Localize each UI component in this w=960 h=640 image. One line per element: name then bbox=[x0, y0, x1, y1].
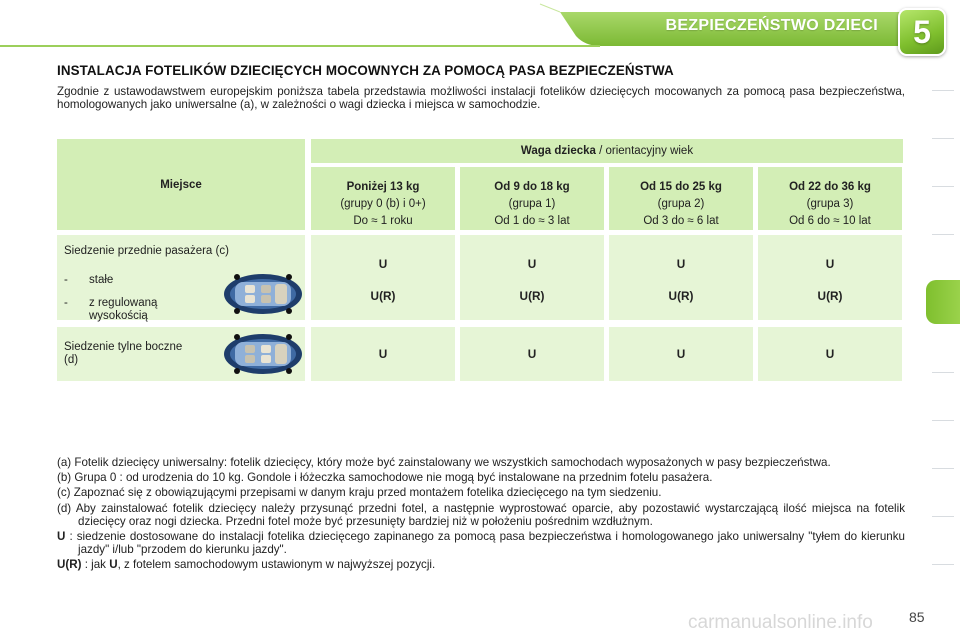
tab-divider bbox=[932, 234, 954, 235]
footnote-a bbox=[57, 456, 905, 469]
group-range: (grupy 0 (b) i 0+) bbox=[340, 198, 426, 210]
chapter-badge bbox=[898, 8, 946, 56]
group-title: Od 15 do 25 kg bbox=[640, 181, 722, 193]
value-u: U bbox=[676, 347, 686, 361]
legend-key: U bbox=[57, 530, 66, 544]
value-u: U bbox=[527, 347, 537, 361]
table-cell bbox=[460, 327, 604, 381]
group-range: (grupa 1) bbox=[508, 198, 556, 210]
weight-header-rest: / orientacyjny wiek bbox=[595, 145, 694, 157]
value-ur: U(R) bbox=[668, 288, 694, 303]
value-u: U bbox=[676, 256, 686, 271]
table-header-place bbox=[57, 139, 305, 230]
row-rear-seat-label-cell bbox=[57, 327, 305, 381]
list-item-text: stałe bbox=[89, 274, 114, 286]
group-header-1 bbox=[460, 167, 604, 230]
footnote-key: (a) bbox=[57, 456, 72, 469]
footnote-b bbox=[57, 471, 905, 484]
value-u: U bbox=[378, 347, 388, 361]
value-ur: U(R) bbox=[519, 288, 545, 303]
intro-paragraph: Zgodnie z ustawodawstwem europejskim poniższa tabela przedstawia możliwości instalacji fotelików dziecięcych mocowanych za pomocą pasa bezpieczeństwa, homologowanych jako uniwersalne (a), w zależności o wagi dziecka i miejsca w samochodzie. bbox=[57, 85, 905, 112]
tab-divider bbox=[932, 468, 954, 469]
car-front-seat-icon bbox=[223, 273, 303, 315]
watermark: carmanualsonline.info bbox=[688, 612, 873, 633]
weight-header-bold: Waga dziecka bbox=[520, 145, 596, 157]
row-label: Siedzenie tylne boczne (d) bbox=[64, 341, 183, 366]
group-range: (grupa 2) bbox=[657, 198, 705, 210]
group-age: Od 3 do ≈ 6 lat bbox=[643, 215, 719, 227]
footnote-c bbox=[57, 486, 905, 499]
table-cell bbox=[609, 327, 753, 381]
list-dash: - bbox=[64, 274, 68, 286]
group-range: (grupa 3) bbox=[806, 198, 854, 210]
list-dash: - bbox=[64, 297, 68, 309]
tab-divider bbox=[932, 138, 954, 139]
value-u: U bbox=[825, 256, 835, 271]
tab-divider bbox=[932, 372, 954, 373]
table-cell bbox=[758, 235, 902, 320]
group-title: Od 22 do 36 kg bbox=[789, 181, 871, 193]
list-item-text: z regulowaną wysokością bbox=[89, 297, 158, 322]
table-cell bbox=[311, 327, 455, 381]
legend-key: U(R) bbox=[57, 558, 82, 572]
row-label: Siedzenie przednie pasażera (c) bbox=[64, 245, 229, 257]
value-u: U bbox=[378, 256, 388, 271]
footnote-key: (d) bbox=[57, 501, 72, 515]
table-header-weight bbox=[311, 139, 903, 163]
legend-inline-key: U bbox=[109, 558, 118, 572]
row-front-seat-label-cell bbox=[57, 235, 305, 320]
legend-text: , z fotelem samochodowym ustawionym w najwyższej pozycji. bbox=[117, 558, 436, 572]
legend-ur bbox=[57, 558, 905, 571]
footnote-text: Grupa 0 : od urodzenia do 10 kg. Gondole i łóżeczka samochodowe nie mogą być instalowane na przednim fotelu pasażera. bbox=[74, 471, 713, 485]
value-ur: U(R) bbox=[370, 288, 396, 303]
footnote-d bbox=[57, 502, 905, 528]
tab-divider bbox=[932, 90, 954, 91]
group-title: Poniżej 13 kg bbox=[346, 181, 420, 193]
value-u: U bbox=[825, 347, 835, 361]
car-rear-seat-icon bbox=[223, 333, 303, 375]
tab-divider bbox=[932, 564, 954, 565]
group-header-3 bbox=[758, 167, 902, 230]
table-cell bbox=[609, 235, 753, 320]
group-age: Od 1 do ≈ 3 lat bbox=[494, 215, 570, 227]
table-cell bbox=[758, 327, 902, 381]
tab-divider bbox=[932, 516, 954, 517]
chapter-number: 5 bbox=[913, 13, 931, 50]
page-number: 85 bbox=[909, 609, 925, 625]
legend-u bbox=[57, 530, 905, 556]
group-age: Do ≈ 1 roku bbox=[353, 215, 413, 227]
footnote-text: Zapoznać się z obowiązującymi przepisami w danym kraju przed montażem fotelika dziecięcego na tym siedzeniu. bbox=[73, 486, 662, 500]
footnote-key: (b) bbox=[57, 471, 72, 485]
footnote-key: (c) bbox=[57, 486, 71, 500]
group-age: Od 6 do ≈ 10 lat bbox=[789, 215, 871, 227]
section-title: INSTALACJA FOTELIKÓW DZIECIĘCYCH MOCOWNYCH ZA POMOCĄ PASA BEZPIECZEŃSTWA bbox=[57, 63, 674, 78]
place-header-label: Miejsce bbox=[160, 178, 202, 191]
value-ur: U(R) bbox=[817, 288, 843, 303]
footnotes bbox=[57, 456, 905, 574]
tab-divider bbox=[932, 186, 954, 187]
group-header-2 bbox=[609, 167, 753, 230]
chapter-tab-rail bbox=[926, 66, 960, 636]
footnote-text: Aby zainstalować fotelik dziecięcy należy przysunąć przedni fotel, a następnie wyprostować oparcie, aby pozostawić wystarczającą ilość miejsca na fotelik dziecięcy oraz nogi dziecka. Przedni fotel może być przesunięty bardziej niż w położeniu pośrednim wzdłużnym. bbox=[75, 501, 905, 528]
group-title: Od 9 do 18 kg bbox=[494, 181, 570, 193]
chapter-tab-active bbox=[926, 280, 960, 324]
table-cell bbox=[311, 235, 455, 320]
footnote-text: Fotelik dziecięcy uniwersalny: fotelik dziecięcy, który może być zainstalowany we wszystkich samochodach wyposażonych w pasy bezpieczeństwa. bbox=[74, 456, 831, 469]
header-title: BEZPIECZEŃSTWO DZIECI bbox=[665, 17, 878, 34]
table-cell bbox=[460, 235, 604, 320]
value-u: U bbox=[527, 256, 537, 271]
legend-text: : jak bbox=[81, 558, 110, 572]
tab-divider bbox=[932, 420, 954, 421]
group-header-0 bbox=[311, 167, 455, 230]
legend-text: : siedzenie dostosowane do instalacji fotelika dziecięcego zapinanego za pomocą pasa bezpieczeństwa i homologowanego jako uniwersalny "tyłem do kierunku jazdy" i/lub "przodem do kierunku jazdy". bbox=[65, 530, 905, 557]
